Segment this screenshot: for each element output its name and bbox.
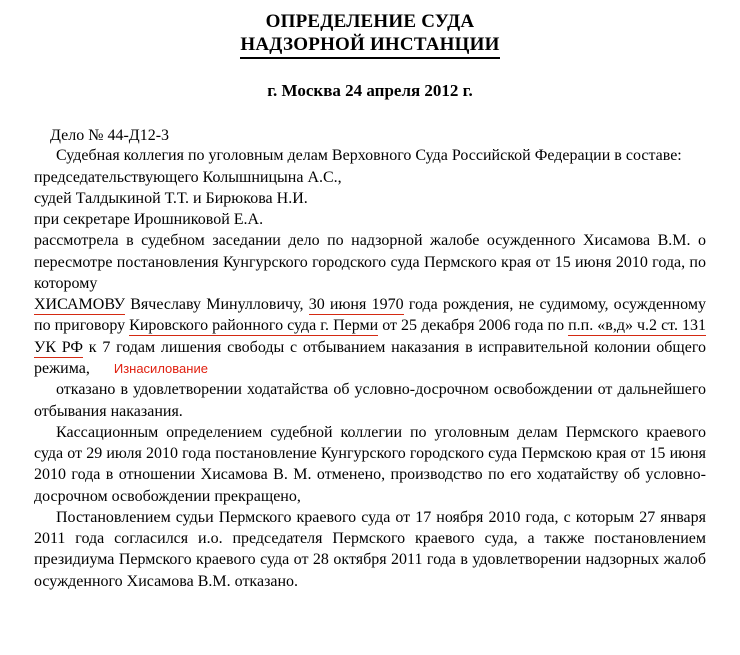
case-number: Дело № 44-Д12-3 (50, 127, 170, 145)
title-line-1: ОПРЕДЕЛЕНИЕ СУДА (265, 11, 475, 32)
resolution-paragraph: Постановлением судьи Пермского краевого суда от 17 ноября 2010 года, с которым 27 января 2011 года согласился и.о. председателя Пермского краевого суда, а также постановлением президиума Пермского краевого суда от 28 октября 2011 года в удовлетворении надзорных жалоб осужденного Хисамова В.М. отказано. (34, 508, 706, 590)
convict-text-after-dob: года рождения, не судимому, осужденному по приговору (34, 296, 707, 335)
considered-paragraph: рассмотрела в судебном заседании дело по надзорной жалобе осужденного Хисамова В.М. о пересмотре постановления Кунгурского городского суда Пермского края от 15 июня 2010 года, по которому (34, 232, 706, 292)
annotation-note: Изнасилование (113, 361, 208, 376)
convict-given-names: Вячеславу Минулловичу, (125, 296, 309, 314)
sentencing-court: Кировского районного суда г. Перми (129, 317, 379, 335)
document-title (34, 10, 706, 59)
refusal-paragraph: отказано в удовлетворении ходатайства об условно-досрочном освобождении от дальнейшего отбывания наказания. (34, 381, 706, 420)
convict-surname: ХИСАМОВУ (34, 296, 126, 314)
convict-text-after-article: к 7 годам лишения свободы с отбыванием наказания в исправительной колонии общего режима, (34, 338, 706, 377)
convict-paragraph (34, 294, 706, 379)
criminal-article: п.п. «в,д» ч.2 ст. 131 УК РФ (34, 317, 707, 356)
city-and-date: г. Москва 24 апреля 2012 г. (267, 81, 473, 101)
convict-dob: 30 июня 1970 (308, 296, 404, 314)
composition-line-3: при секретаре Ирошниковой Е.А. (34, 211, 264, 229)
composition-line-1: председательствующего Колышницына А.С., (34, 168, 342, 186)
convict-text-after-court: от 25 декабря 2006 года по (378, 317, 569, 335)
intro-paragraph: Судебная коллегия по уголовным делам Верховного Суда Российской Федерации в составе: (56, 147, 682, 165)
composition-line-2: судей Талдыкиной Т.Т. и Бирюкова Н.И. (34, 189, 308, 207)
cassation-paragraph: Кассационным определением судебной коллегии по уголовным делам Пермского краевого суда от 29 июля 2010 года постановление Кунгурского городского суда Пермскою края от 15 июня 2010 года в отношении Хисамова В. М. отменено, производство по его ходатайству об условно-досрочном освобождении прекращено, (34, 423, 706, 505)
title-line-2: НАДЗОРНОЙ ИНСТАНЦИИ (240, 33, 499, 59)
